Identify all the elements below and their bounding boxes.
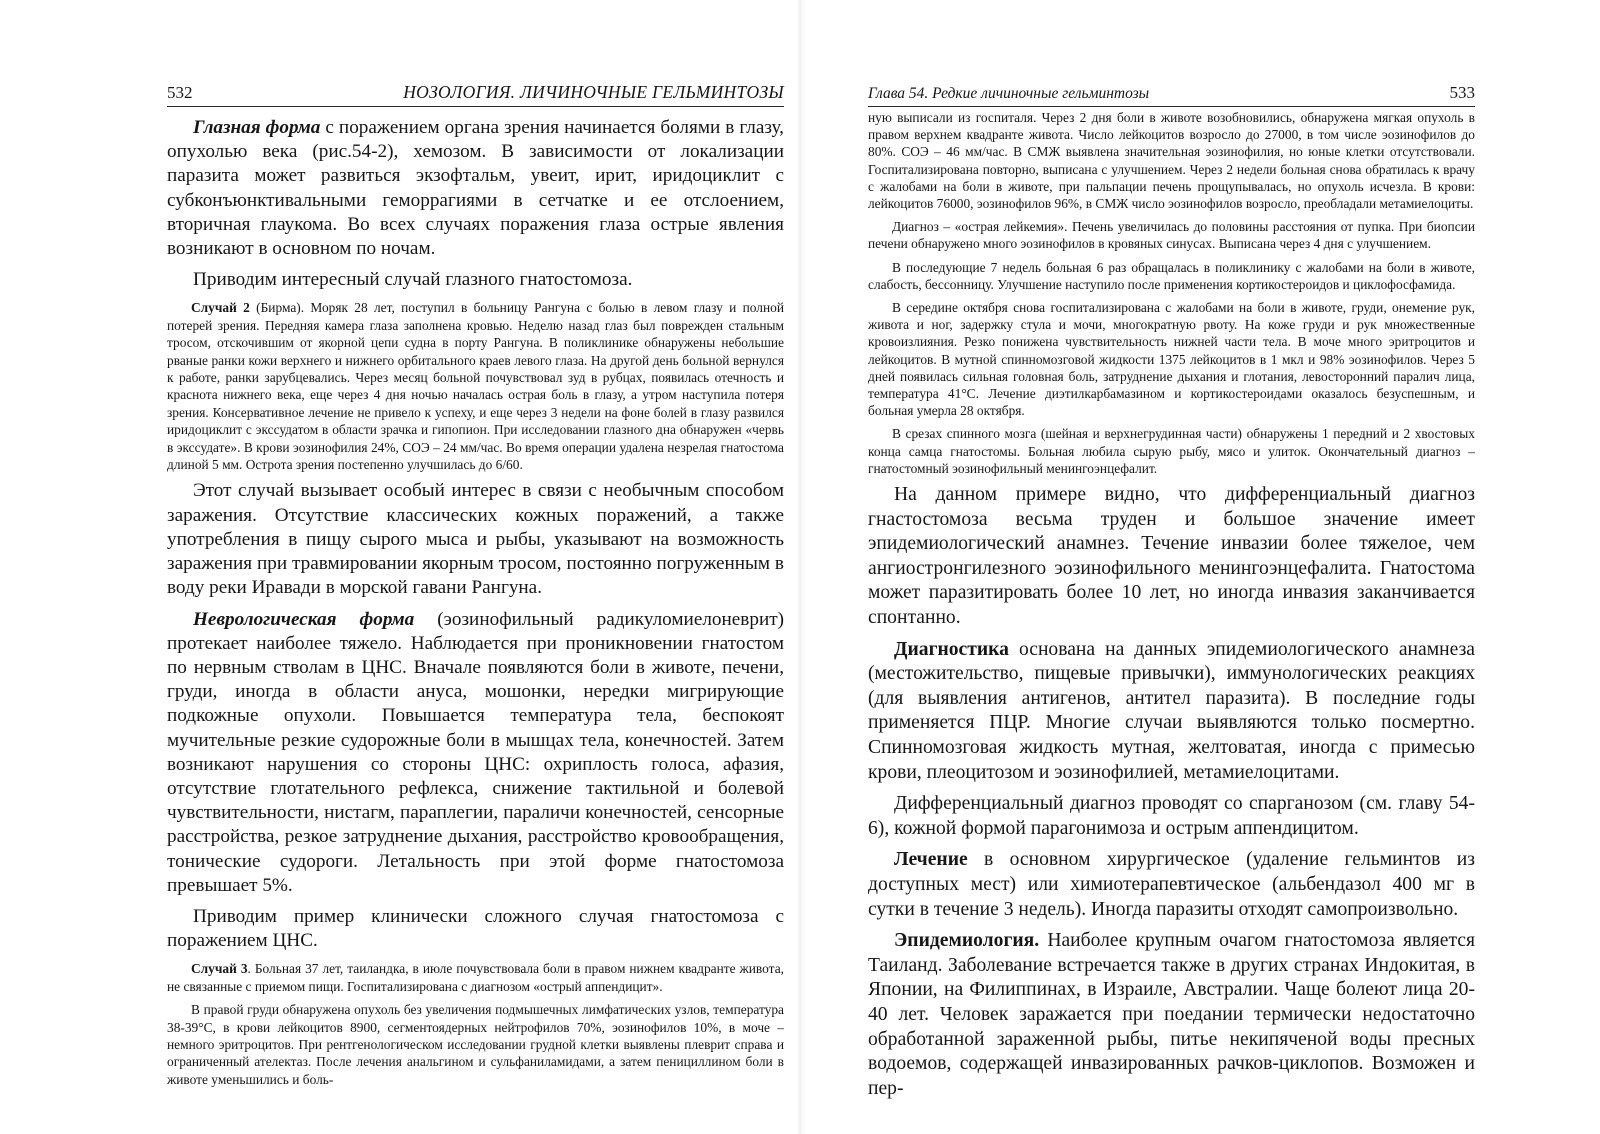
term-ocular-form: Глазная форма xyxy=(193,117,321,138)
running-title: Глава 54. Редкие личиночные гельминтозы xyxy=(868,85,1150,102)
case-3-october: В середине октября снова госпитализирована с жалобами на боли в животе, груди, онемение рук, живота и ног, задержку стула и мочи, многократную рвоту. На коже груди и рук множественные кровоизлияния. Резко понижена чувствительность нижней части тела. В моче много эритроцитов и лейкоцитов. В мутной спинномозговой жидкости 1375 лейкоцитов в 1 мкл и 98% эозинофилов. Через 5 дней появилась сильная головная боль, затруднение дыхания и глотания, левосторонний паралич лица, температура 41°С. Лечение диэтилкарбамазином и кортикостероидами оказалось безуспешным, и больная умерла 28 октября. xyxy=(868,300,1475,419)
paragraph-case-intro: Приводим интересный случай глазного гнатостомоза. xyxy=(193,269,633,291)
paragraph-differential: На данном примере видно, что дифференциальный диагноз гнастостомоза весьма труден и большое значение имеет эпидемиологический анамнез. Течение инвазии более тяжелое, чем ангиостронгилезного эозинофильного менингоэнцефалита. Гнатостома может паразитировать более 10 лет, но иногда инвазия заканчивается спонтанно. xyxy=(868,484,1475,629)
paragraph-diagnostics xyxy=(868,638,1475,786)
paragraph-treatment xyxy=(868,848,1475,922)
paragraph-neuro-form xyxy=(167,608,784,898)
case-3-continuation: ную выписали из госпиталя. Через 2 дня боли в животе возобновились, обнаружена мягкая опухоль в правом верхнем квадранте живота. Число лейкоцитов возросло до 27000, в том числе эозинофилов до 80%. СОЭ – 46 мм/час. В СМЖ выявлена значительная эозинофилия, но юные клетки отсутствовали. Госпитализирована повторно, выписана с улучшением. Через 2 недели больная снова обратилась к врачу с жалобами на боли в животе, при пальпации печень прощупывалась, но опухоль исчезла. В крови: лейкоцитов 76000, эозинофилов 96%, в СМЖ число эозинофилов возросло, преобладали метамиелоциты. xyxy=(868,110,1475,212)
case-text: (Бирма). Моряк 28 лет, поступил в больницу Рангуна с болью в левом глазу и полной потерей зрения. Передняя камера глаза заполнена кровью. Неделю назад глаз был поврежден стальным тросом, отскочившим от якорной цепи судна в порту Рангуна. В поликлинике обнаружены небольшие рваные ранки кожи верхнего и нижнего орбитального краев левого глаза. На другой день больной вернулся к работе, ранки зарубцевались. Через месяц больной почувствовал зуд в рубцах, появилась отечность и краснота нижнего века, еще через 4 дня ночью началась острая боль в глазу, а утром наступила потеря зрения. Консервативное лечение не привело к успеху, и еще через 3 недели на фоне болей в глазу развился иридоциклит с экссудатом в области зрачка и гипопион. При исследовании глазного дна обнаружен «червь в экссудате». В крови эозинофилия 24%, СОЭ – 24 мм/час. Во время операции удалена незрелая гнатостома длиной 5 мм. Острота зрения постепенно улучшилась до 6/60. xyxy=(167,300,784,473)
right-page-header xyxy=(868,80,1475,107)
right-page-body xyxy=(868,109,1475,1108)
paragraph-ocular-form xyxy=(167,116,784,261)
paragraph-case3-intro: Приводим пример клинически сложного случая гнатостомоза с поражением ЦНС. xyxy=(167,905,784,952)
left-page-header xyxy=(167,80,784,107)
case-3-followup: В последующие 7 недель больная 6 раз обращалась в поликлинику с жалобами на боли в животе, слабость, бессонницу. Улучшение наступило после применения кортикостероидов и циклофосфамида. xyxy=(868,259,1475,292)
term-epidemiology: Эпидемиология. xyxy=(894,930,1040,952)
paragraph-differential-diagnosis: Дифференциальный диагноз проводят со спарганозом (см. главу 54-6), кожной формой парагонимоза и острым аппендицитом. xyxy=(868,793,1475,839)
right-page xyxy=(800,0,1600,1134)
case-2 xyxy=(167,299,784,473)
case-text: . Больная 37 лет, таиландка, в июле почувствовала боли в правом нижнем квадранте живота, не связанные с приемом пищи. Госпитализирована с диагнозом «острый аппендицит». xyxy=(167,961,784,994)
term-diagnostics: Диагностика xyxy=(894,638,1009,660)
case-3-continued: В правой груди обнаружена опухоль без увеличения подмышечных лимфатических узлов, температура 38-39°С, в крови лейкоцитов 8900, сегментоядерных нейтрофилов 70%, эозинофилов 10%, в моче – немного эритроцитов. При рентгенологическом исследовании грудной клетки выявлены плеврит справа и ограниченный ателектаз. После лечения анальгином и сульфаниламидами, а затем пенициллином боли в животе уменьшились и боль- xyxy=(167,1002,784,1087)
running-title: НОЗОЛОГИЯ. ЛИЧИНОЧНЫЕ ГЕЛЬМИНТОЗЫ xyxy=(403,82,784,102)
case-3-autopsy: В срезах спинного мозга (шейная и верхнегрудинная части) обнаружены 1 передний и 2 хвостовых конца самца гнатостомы. Больная любила сырую рыбу, мясо и улиток. Окончательный диагноз – гнатостомный эозинофильный менингоэнцефалит. xyxy=(868,426,1475,476)
term-treatment: Лечение xyxy=(894,849,968,871)
page-number: 533 xyxy=(1449,83,1475,102)
paragraph-case-discussion: Этот случай вызывает особый интерес в связи с необычным способом заражения. Отсутствие классических кожных поражений, а также употребления в пищу сырого мыса и рыбы, указывают на возможность заражения при травмировании якорным тросом, постоянно погруженным в воду реки Иравади в морской гавани Рангуна. xyxy=(167,480,784,599)
paragraph-epidemiology xyxy=(868,929,1475,1101)
paragraph-text: в основном хирургическое (удаление гельминтов из доступных мест) или химиотерапевтическое (альбендазол 400 мг в сутки в течение 3 недель). Иногда паразиты отходят самопроизвольно. xyxy=(868,849,1475,920)
case-label: Случай 2 xyxy=(191,300,250,316)
term-neuro-form: Неврологическая форма xyxy=(193,608,415,630)
case-3 xyxy=(167,960,784,995)
page-number: 532 xyxy=(167,83,193,102)
left-page-body xyxy=(167,116,784,1094)
paragraph-text: с поражением органа зрения начинается болями в глазу, опухолью века (рис.54-2), хемозом. В зависимости от локализации паразита может развиться экзофтальм, увеит, ирит, иридоциклит с субконъюнктивальными геморрагиями в сетчатке и ее отслоением, вторичная глаукома. Во всех случаях поражения глаза острые явления возникают в основном по ночам. xyxy=(167,117,784,260)
paragraph-text: (эозинофильный радикуломиелоневрит) протекает наиболее тяжело. Наблюдается при проникновении гнатостом по нервным стволам в ЦНС. Вначале появляются боли в животе, печени, груди, иногда в области ануса, мошонки, нередки мигрирующие подкожные опухоли. Повышается температура тела, беспокоят мучительные резкие судорожные боли в мышцах тела, конечностей. Затем возникают нарушения со стороны ЦНС: охриплость голоса, афазия, отсутствие глотательного рефлекса, снижение тактильной и болевой чувствительности, нистагм, параплегии, параличи конечностей, сенсорные расстройства, резкое затруднение дыхания, расстройство кровообращения, тонические судороги. Летальность при этой форме гнатостомоза превышает 5%. xyxy=(167,608,784,896)
case-label: Случай 3 xyxy=(191,961,248,977)
paragraph-text: Наиболее крупным очагом гнатостомоза является Таиланд. Заболевание встречается также в других странах Индокитая, в Японии, на Филиппинах, в Израиле, Австралии. Чаще болеют лица 20-40 лет. Человек заражается при поедании термически недостаточно обработанной зараженной рыбы, питье некипяченой воды пресных водоемов, содержащей инвазированных рачков-циклопов. Возможен и пер- xyxy=(868,930,1475,1099)
paragraph-text: основана на данных эпидемиологического анамнеза (местожительство, пищевые привычки), иммунологических реакциях (для выявления антигенов, антител паразита). В последние годы применяется ПЦР. Многие случаи выявляются только посмертно. Спинномозговая жидкость мутная, желтоватая, иногда с примесью крови, плеоцитозом и эозинофилией, метамиелоцитами. xyxy=(868,638,1475,783)
case-3-diagnosis: Диагноз – «острая лейкемия». Печень увеличилась до половины расстояния от пупка. При биопсии печени обнаружено много эозинофилов в кровяных синусах. Выписана через 4 дня с улучшением. xyxy=(868,219,1475,252)
